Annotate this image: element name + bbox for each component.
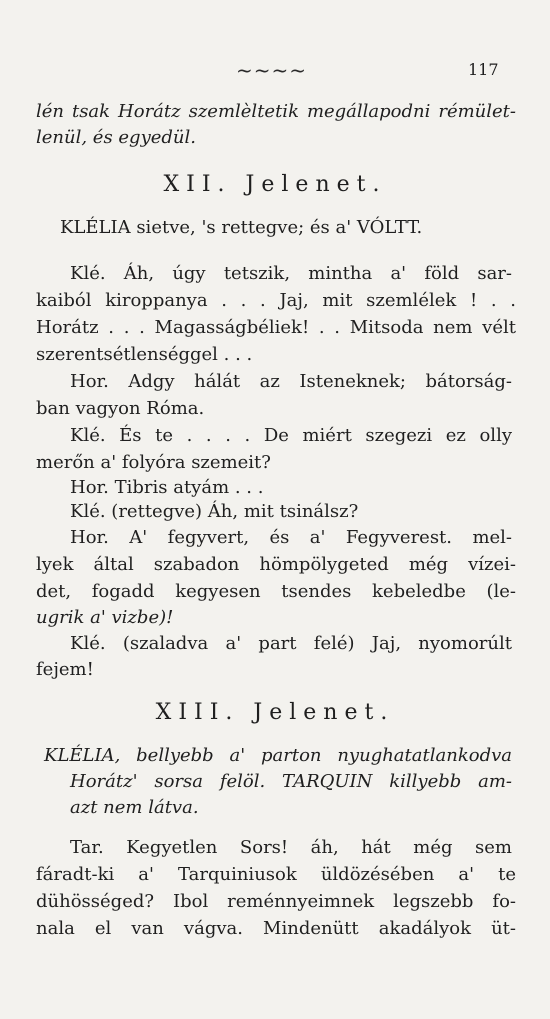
text-line: Klé. Áh, úgy tetszik, mintha a' föld sar-: [70, 263, 512, 284]
text-line: Hor. Tibris atyám . . .: [70, 477, 264, 498]
page-number: 117: [468, 60, 499, 79]
text-line: ban vagyon Róma.: [36, 398, 205, 419]
text-line: fejem!: [36, 659, 94, 680]
text-line: Klé. (rettegve) Áh, mit tsinálsz?: [70, 501, 359, 522]
text-line: Tar. Kegyetlen Sors! áh, hát még sem: [70, 837, 512, 858]
text-line: Klé. (szaladva a' part felé) Jaj, nyomorúlt: [70, 633, 512, 654]
text-line: det, fogadd kegyesen tsendes kebeledbe (le-: [36, 581, 516, 602]
scene-heading: XII. Jelenet.: [163, 172, 387, 197]
cast-line: KLÉLIA, bellyebb a' parton nyughatatlankodva: [44, 745, 512, 766]
text-line: ugrik a' vizbe)!: [36, 607, 174, 628]
text-line: nala el van vágva. Mindenütt akadályok üt-: [36, 918, 516, 939]
text-line: Horátz . . . Magasságbéliek! . . Mitsoda nem vélt: [36, 317, 516, 338]
text-line: lén tsak Horátz szemlèltetik megállapodni rémület-: [36, 101, 516, 122]
text-line: fáradt-ki a' Tarquiniusok üldözésében a' te: [36, 864, 516, 885]
cast-line: azt nem látva.: [70, 797, 199, 818]
text-line: lenül, és egyedül.: [36, 127, 196, 148]
text-line: merőn a' folyóra szemeit?: [36, 452, 271, 473]
text-line: Hor. Adgy hálát az Isteneknek; bátorság-: [70, 371, 512, 392]
text-line: dühösséged? Ibol reménnyeimnek legszebb fo-: [36, 891, 516, 912]
text-line: Klé. És te . . . . De miért szegezi ez olly: [70, 425, 512, 446]
ornament: ~~~~: [236, 58, 308, 82]
cast-line: KLÉLIA sietve, 's rettegve; és a' VÓLTT.: [60, 217, 423, 238]
text-line: lyek által szabadon hömpölygeted még vízei-: [36, 554, 516, 575]
scene-heading: XIII. Jelenet.: [155, 700, 395, 725]
cast-line: Horátz' sorsa felöl. TARQUIN killyebb am-: [70, 771, 512, 792]
text-line: Hor. A' fegyvert, és a' Fegyverest. mel-: [70, 527, 512, 548]
text-line: kaiból kiroppanya . . . Jaj, mit szemlélek ! . .: [36, 290, 516, 311]
text-line: szerentsétlenséggel . . .: [36, 344, 253, 365]
